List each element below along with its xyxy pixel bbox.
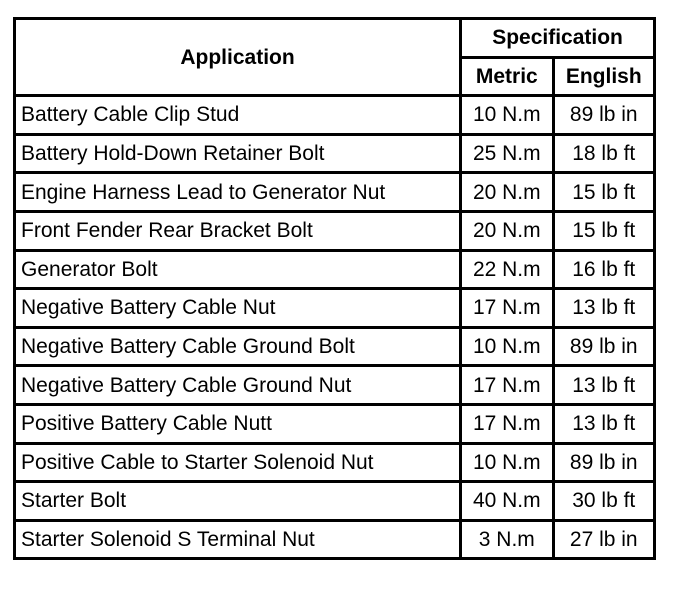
application-cell: Starter Solenoid S Terminal Nut [15,520,461,559]
header-row [15,19,655,58]
application-cell: Positive Battery Cable Nutt [15,404,461,443]
table-row [15,96,655,135]
specification-table [13,17,656,560]
metric-cell: 10 N.m [461,443,553,482]
metric-cell: 10 N.m [461,96,553,135]
metric-cell: 3 N.m [461,520,553,559]
metric-cell: 22 N.m [461,250,553,289]
table-row [15,404,655,443]
table-row [15,327,655,366]
table-row [15,134,655,173]
metric-cell: 40 N.m [461,482,553,521]
specification-header: Specification [461,19,655,58]
application-cell: Negative Battery Cable Nut [15,289,461,328]
metric-cell: 17 N.m [461,289,553,328]
table-row [15,520,655,559]
table-row [15,173,655,212]
metric-cell: 20 N.m [461,173,553,212]
english-header: English [553,57,655,96]
application-cell: Battery Hold-Down Retainer Bolt [15,134,461,173]
metric-cell: 25 N.m [461,134,553,173]
metric-cell: 20 N.m [461,211,553,250]
application-header: Application [15,19,461,96]
english-cell: 18 lb ft [553,134,655,173]
english-cell: 13 lb ft [553,404,655,443]
english-cell: 89 lb in [553,327,655,366]
english-cell: 16 lb ft [553,250,655,289]
english-cell: 89 lb in [553,443,655,482]
application-cell: Negative Battery Cable Ground Nut [15,366,461,405]
english-cell: 13 lb ft [553,289,655,328]
table-row [15,211,655,250]
table-row [15,443,655,482]
application-cell: Starter Bolt [15,482,461,521]
table-row [15,250,655,289]
application-cell: Generator Bolt [15,250,461,289]
english-cell: 15 lb ft [553,211,655,250]
metric-cell: 17 N.m [461,366,553,405]
metric-cell: 10 N.m [461,327,553,366]
application-cell: Engine Harness Lead to Generator Nut [15,173,461,212]
application-cell: Negative Battery Cable Ground Bolt [15,327,461,366]
application-cell: Battery Cable Clip Stud [15,96,461,135]
metric-header: Metric [461,57,553,96]
metric-cell: 17 N.m [461,404,553,443]
table-row [15,289,655,328]
application-cell: Front Fender Rear Bracket Bolt [15,211,461,250]
english-cell: 15 lb ft [553,173,655,212]
english-cell: 30 lb ft [553,482,655,521]
table-row [15,366,655,405]
english-cell: 13 lb ft [553,366,655,405]
table-row [15,482,655,521]
english-cell: 89 lb in [553,96,655,135]
english-cell: 27 lb in [553,520,655,559]
application-cell: Positive Cable to Starter Solenoid Nut [15,443,461,482]
